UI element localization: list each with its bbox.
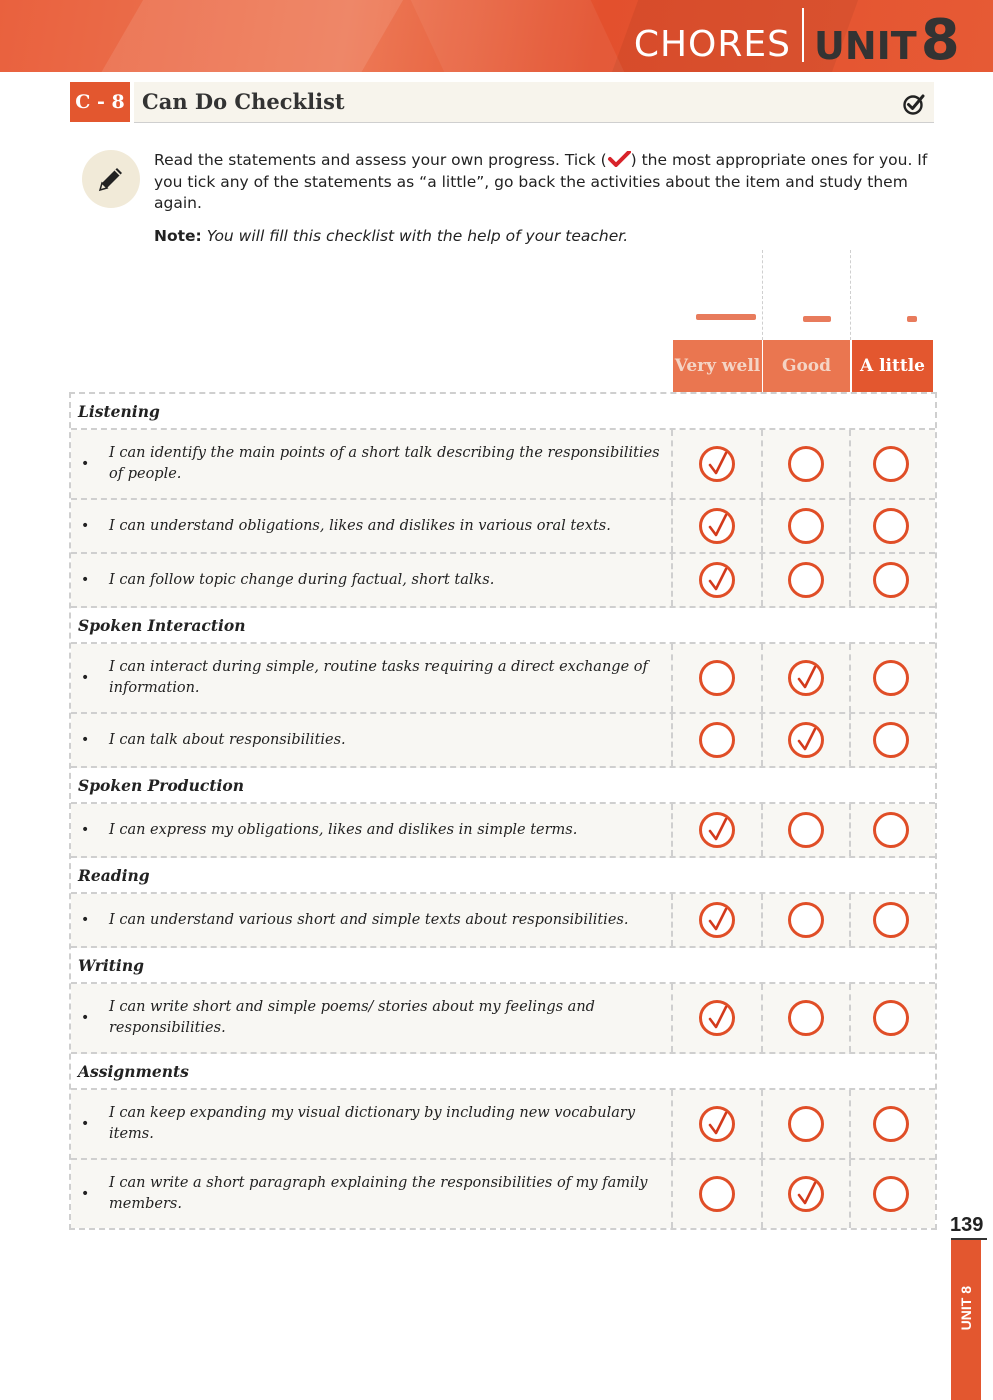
rating-cell [673,894,763,946]
rating-good-circle[interactable] [788,812,824,848]
rating-cell [851,554,931,606]
note-text: You will fill this checklist with the help of your teacher. [206,227,629,245]
section-row-spoken-interaction [71,608,935,644]
rating-cell [851,984,931,1052]
rating-very-well-circle[interactable] [699,562,735,598]
rating-a-little-circle[interactable] [873,1106,909,1142]
unit-number: 8 [920,8,960,72]
rating-a-little-circle[interactable] [873,1000,909,1036]
skill-heading: Spoken Production [78,776,244,795]
can-do-statement: I can talk about responsibilities. [109,731,346,748]
can-do-statement: I can follow topic change during factual, short talks. [109,571,495,588]
statement-cell [71,500,673,552]
checklist-row [71,500,935,554]
rating-good-circle[interactable] [788,446,824,482]
header-banner [0,0,993,72]
rating-very-well-circle[interactable] [699,1106,735,1142]
statement-cell [71,984,673,1052]
check-circle-icon [902,92,926,116]
rating-cell [673,1160,763,1228]
statement-cell [71,1160,673,1228]
unit-word: UNIT [814,24,917,68]
rating-cell [763,714,851,766]
can-do-statement: I can understand various short and simple texts about responsibilities. [109,911,629,928]
rating-cell [673,714,763,766]
rating-very-well-circle[interactable] [699,722,735,758]
column-top-mark [803,316,831,322]
rating-cell [851,714,931,766]
rating-a-little-circle[interactable] [873,562,909,598]
checklist-row [71,894,935,948]
checklist-row [71,554,935,608]
rating-good-circle[interactable] [788,1106,824,1142]
checklist-row [71,1090,935,1160]
rating-cell [851,644,931,712]
rating-a-little-circle[interactable] [873,446,909,482]
checklist-row [71,804,935,858]
statement-cell [71,644,673,712]
bullet: • [81,732,90,748]
rating-a-little-circle[interactable] [873,1176,909,1212]
statement-cell [71,714,673,766]
statement-cell [71,894,673,946]
rating-very-well-circle[interactable] [699,1000,735,1036]
rating-cell [763,1090,851,1158]
rating-good-circle[interactable] [788,1176,824,1212]
rating-cell [851,430,931,498]
column-guide [762,250,763,340]
column-top-mark [696,314,756,320]
checklist-row [71,984,935,1054]
rating-cell [763,894,851,946]
chapter-title: CHORES [633,24,791,65]
bullet: • [81,912,90,928]
checklist-row [71,714,935,768]
statement-cell [71,554,673,606]
rating-good-circle[interactable] [788,902,824,938]
rating-very-well-circle[interactable] [699,508,735,544]
rating-cell [673,804,763,856]
rating-cell [673,500,763,552]
unit-label [814,8,960,72]
section-row-listening [71,394,935,430]
skill-heading: Writing [78,956,144,975]
rating-cell [763,554,851,606]
rating-good-circle[interactable] [788,1000,824,1036]
pencil-icon [82,150,140,208]
rating-cell [851,1090,931,1158]
header-divider [802,8,804,62]
checklist-row [71,644,935,714]
rating-a-little-circle[interactable] [873,722,909,758]
checklist-table [69,392,937,1230]
statement-cell [71,1090,673,1158]
rating-cell [673,984,763,1052]
note [154,227,628,245]
rating-very-well-circle[interactable] [699,660,735,696]
skill-heading: Assignments [78,1062,189,1081]
rating-cell [851,894,931,946]
column-header-very-well: Very well [673,340,762,392]
rating-good-circle[interactable] [788,508,824,544]
bullet: • [81,518,90,534]
rating-a-little-circle[interactable] [873,812,909,848]
checklist-row [71,1160,935,1228]
can-do-statement: I can write a short paragraph explaining the responsibilities of my family members. [109,1175,648,1212]
red-tick-icon [607,151,631,167]
rating-very-well-circle[interactable] [699,902,735,938]
rating-good-circle[interactable] [788,660,824,696]
section-row-writing [71,948,935,984]
rating-a-little-circle[interactable] [873,508,909,544]
can-do-statement: I can write short and simple poems/ stories about my feelings and responsibilities. [109,999,595,1036]
bullet: • [81,1116,90,1132]
section-underline [134,122,934,123]
rating-a-little-circle[interactable] [873,902,909,938]
rating-very-well-circle[interactable] [699,1176,735,1212]
bullet: • [81,1010,90,1026]
instructions-part-1: Read the statements and assess your own progress. Tick ( [154,151,607,169]
column-header-a-little: A little [852,340,933,392]
rating-cell [851,500,931,552]
bullet: • [81,670,90,686]
rating-cell [763,644,851,712]
rating-cell [673,430,763,498]
bullet: • [81,822,90,838]
rating-cell [763,804,851,856]
section-title: Can Do Checklist [142,89,345,114]
statement-cell [71,430,673,498]
can-do-statement: I can identify the main points of a short talk describing the responsibilities of people. [109,445,660,482]
rating-cell [763,430,851,498]
column-top-mark [907,316,917,322]
instructions-part-2: ) the most appropriate ones for you. If you tick any of the statements as “a little”, go back the activities about the item and study them again. [154,151,928,212]
rating-cell [673,1090,763,1158]
rating-cell [673,644,763,712]
rating-good-circle[interactable] [788,562,824,598]
section-code: C - 8 [70,82,130,122]
skill-heading: Spoken Interaction [78,616,246,635]
side-tab [951,1240,981,1400]
rating-cell [763,1160,851,1228]
column-header-good: Good [763,340,850,392]
can-do-statement: I can keep expanding my visual dictionary by including new vocabulary items. [109,1105,636,1142]
column-guide [850,250,851,340]
section-row-assignments [71,1054,935,1090]
bullet: • [81,1186,90,1202]
section-row-spoken-production [71,768,935,804]
side-tab-label: UNIT 8 [958,1286,974,1331]
rating-a-little-circle[interactable] [873,660,909,696]
rating-cell [673,554,763,606]
rating-cell [763,984,851,1052]
bullet: • [81,456,90,472]
can-do-statement: I can understand obligations, likes and dislikes in various oral texts. [109,517,611,534]
can-do-statement: I can express my obligations, likes and dislikes in simple terms. [109,821,578,838]
rating-cell [851,804,931,856]
skill-heading: Reading [78,866,150,885]
rating-cell [851,1160,931,1228]
skill-heading: Listening [78,402,160,421]
instructions-text [154,150,934,215]
bullet: • [81,572,90,588]
rating-good-circle[interactable] [788,722,824,758]
note-label: Note: [154,227,202,245]
rating-cell [763,500,851,552]
page-number: 139 [950,1214,984,1236]
rating-very-well-circle[interactable] [699,812,735,848]
section-row-reading [71,858,935,894]
checklist-row [71,430,935,500]
can-do-statement: I can interact during simple, routine tasks requiring a direct exchange of information. [109,659,648,696]
statement-cell [71,804,673,856]
rating-very-well-circle[interactable] [699,446,735,482]
